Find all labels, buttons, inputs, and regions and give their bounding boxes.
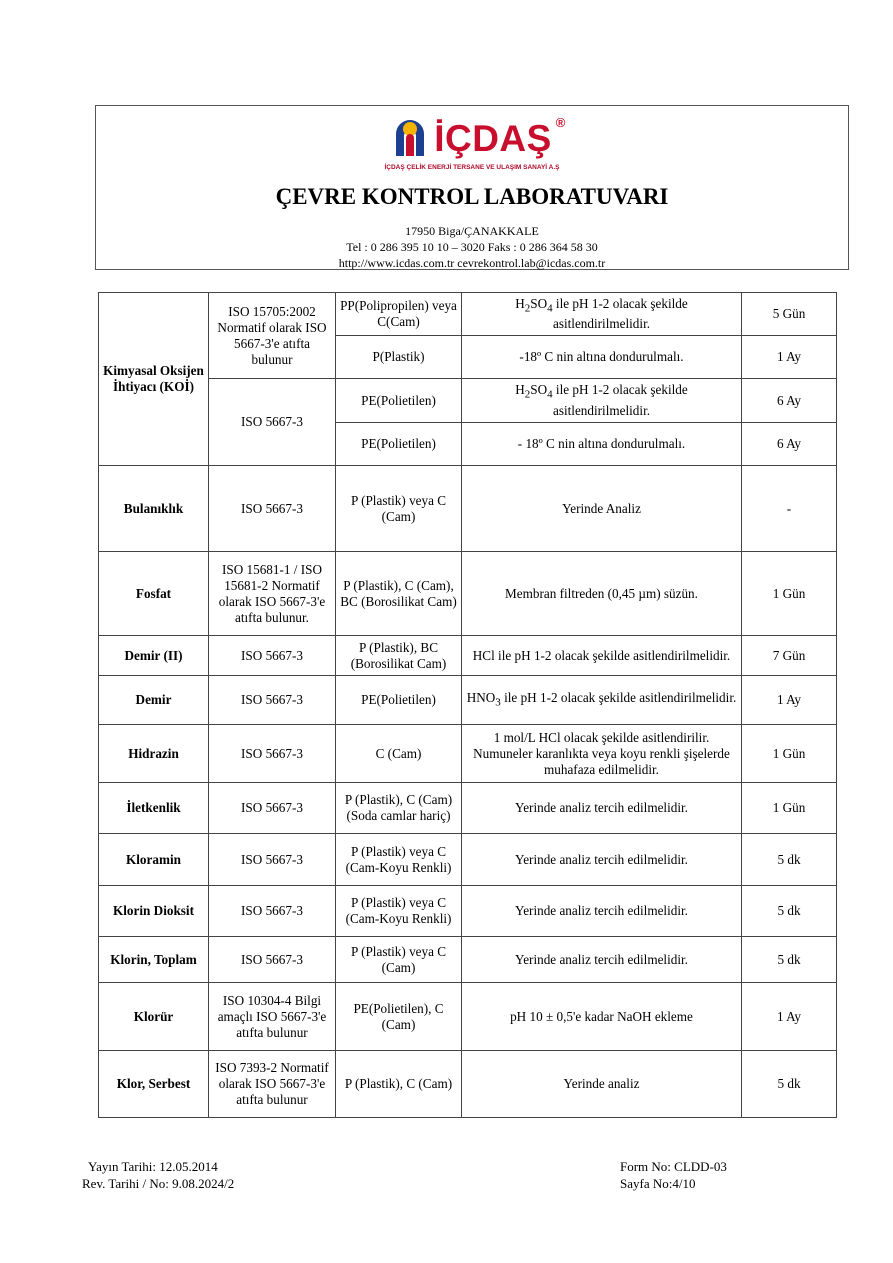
standard-cell: ISO 5667-3 [209, 886, 336, 937]
container-cell: P (Plastik), C (Cam), BC (Borosilikat Cam) [336, 552, 462, 636]
duration-cell: 7 Gün [742, 636, 837, 676]
table-row [99, 379, 837, 423]
table-row [99, 783, 837, 834]
duration-cell: 1 Gün [742, 552, 837, 636]
param-cell: Klorin, Toplam [99, 937, 209, 983]
container-cell: P (Plastik), BC (Borosilikat Cam) [336, 636, 462, 676]
param-cell: Klor, Serbest [99, 1051, 209, 1118]
duration-cell: 1 Ay [742, 676, 837, 725]
preservation-cell: HCl ile pH 1-2 olacak şekilde asitlendirilmelidir. [462, 636, 742, 676]
container-cell: P (Plastik) veya C (Cam) [336, 466, 462, 552]
table-row [99, 937, 837, 983]
table-row [99, 636, 837, 676]
container-cell: C (Cam) [336, 725, 462, 783]
container-cell: P (Plastik), C (Cam) [336, 1051, 462, 1118]
container-cell: PE(Polietilen), C (Cam) [336, 983, 462, 1051]
param-cell: Fosfat [99, 552, 209, 636]
duration-cell: 5 dk [742, 937, 837, 983]
duration-cell: 1 Ay [742, 983, 837, 1051]
container-cell: PE(Polietilen) [336, 676, 462, 725]
preservation-cell: 1 mol/L HCl olacak şekilde asitlendirilir. Numuneler karanlıkta veya koyu renkli şişelerde muhafaza edilmelidir. [462, 725, 742, 783]
duration-cell: 5 Gün [742, 293, 837, 336]
preservation-cell: $H_2SO_4$ ile pH 1-2 olacak şekilde asitlendirilmelidir. [462, 379, 742, 423]
param-cell: Demir (II) [99, 636, 209, 676]
preservation-cell: Yerinde Analiz [462, 466, 742, 552]
preservation-cell: Yerinde analiz [462, 1051, 742, 1118]
table-row [99, 983, 837, 1051]
duration-cell: 1 Ay [742, 336, 837, 379]
address-line: 17950 Biga/ÇANAKKALE [405, 224, 539, 238]
form-number: Form No: CLDD-03 [620, 1159, 727, 1174]
preservation-cell: pH 10 ± 0,5'e kadar NaOH ekleme [462, 983, 742, 1051]
standard-cell: ISO 5667-3 [209, 725, 336, 783]
container-cell: PE(Polietilen) [336, 379, 462, 423]
standard-cell: ISO 7393-2 Normatif olarak ISO 5667-3'e atıfta bulunur [209, 1051, 336, 1118]
container-cell: P (Plastik) veya C (Cam) [336, 937, 462, 983]
standard-cell: ISO 5667-3 [209, 636, 336, 676]
preservation-cell: - 18º C nin altına dondurulmalı. [462, 423, 742, 466]
preservation-cell: $HNO_3$ ile pH 1-2 olacak şekilde asitlendirilmelidir. [462, 676, 742, 725]
param-cell: Klorin Dioksit [99, 886, 209, 937]
preservation-cell: Yerinde analiz tercih edilmelidir. [462, 886, 742, 937]
param-cell: Bulanıklık [99, 466, 209, 552]
param-cell: Hidrazin [99, 725, 209, 783]
sampling-table [98, 292, 837, 1118]
table-row [99, 834, 837, 886]
container-cell: PP(Polipropilen) veya C(Cam) [336, 293, 462, 336]
container-cell: P (Plastik) veya C (Cam-Koyu Renkli) [336, 886, 462, 937]
duration-cell: 6 Ay [742, 423, 837, 466]
standard-cell: ISO 5667-3 [209, 937, 336, 983]
container-cell: P (Plastik) veya C (Cam-Koyu Renkli) [336, 834, 462, 886]
container-cell: P (Plastik), C (Cam) (Soda camlar hariç) [336, 783, 462, 834]
duration-cell: 5 dk [742, 834, 837, 886]
preservation-cell: Yerinde analiz tercih edilmelidir. [462, 783, 742, 834]
logo-emblem-icon [392, 116, 428, 160]
duration-cell: 6 Ay [742, 379, 837, 423]
preservation-cell: -18º C nin altına dondurulmalı. [462, 336, 742, 379]
web-line: http://www.icdas.com.tr cevrekontrol.lab@icdas.com.tr [338, 256, 606, 270]
table-row [99, 466, 837, 552]
container-cell: PE(Polietilen) [336, 423, 462, 466]
preservation-cell: $H_2SO_4$ ile pH 1-2 olacak şekilde asitlendirilmelidir. [462, 293, 742, 336]
param-cell: İletkenlik [99, 783, 209, 834]
registered-mark: ® [555, 114, 566, 130]
duration-cell: 1 Gün [742, 783, 837, 834]
param-cell: Demir [99, 676, 209, 725]
footer-left [82, 1158, 234, 1192]
table-row [99, 552, 837, 636]
duration-cell: 1 Gün [742, 725, 837, 783]
table-row [99, 725, 837, 783]
standard-cell: ISO 10304-4 Bilgi amaçlı ISO 5667-3'e atıfta bulunur [209, 983, 336, 1051]
standard-cell: ISO 15705:2002 Normatif olarak ISO 5667-3'e atıfta bulunur [209, 293, 336, 379]
logo-subtitle: İÇDAŞ ÇELİK ENERJİ TERSANE VE ULAŞIM SANAYİ A.Ş [384, 164, 560, 171]
standard-cell: ISO 15681-1 / ISO 15681-2 Normatif olarak ISO 5667-3'e atıfta bulunur. [209, 552, 336, 636]
duration-cell: 5 dk [742, 1051, 837, 1118]
company-logo [96, 114, 848, 162]
table-row [99, 676, 837, 725]
page-number: Sayfa No:4/10 [620, 1176, 696, 1191]
duration-cell: 5 dk [742, 886, 837, 937]
param-cell: Klorür [99, 983, 209, 1051]
lab-title: ÇEVRE KONTROL LABORATUVARI [275, 184, 669, 209]
standard-cell: ISO 5667-3 [209, 466, 336, 552]
revision-info: Rev. Tarihi / No: 9.08.2024/2 [82, 1176, 235, 1191]
standard-cell: ISO 5667-3 [209, 834, 336, 886]
param-cell: Kimyasal Oksijen İhtiyacı (KOİ) [99, 293, 209, 466]
standard-cell: ISO 5667-3 [209, 676, 336, 725]
container-cell: P(Plastik) [336, 336, 462, 379]
duration-cell: - [742, 466, 837, 552]
phone-line: Tel : 0 286 395 10 10 – 3020 Faks : 0 286 364 58 30 [346, 240, 598, 254]
publish-date: Yayın Tarihi: 12.05.2014 [88, 1159, 218, 1174]
preservation-cell: Yerinde analiz tercih edilmelidir. [462, 937, 742, 983]
table-row [99, 293, 837, 336]
table-row [99, 886, 837, 937]
logo-text: İÇDAŞ [434, 117, 552, 159]
footer-right [620, 1158, 727, 1192]
standard-cell: ISO 5667-3 [209, 379, 336, 466]
document-header [95, 105, 849, 270]
standard-cell: ISO 5667-3 [209, 783, 336, 834]
logo-wordmark [434, 114, 566, 159]
table-row [99, 1051, 837, 1118]
param-cell: Kloramin [99, 834, 209, 886]
preservation-cell: Yerinde analiz tercih edilmelidir. [462, 834, 742, 886]
preservation-cell: Membran filtreden (0,45 µm) süzün. [462, 552, 742, 636]
